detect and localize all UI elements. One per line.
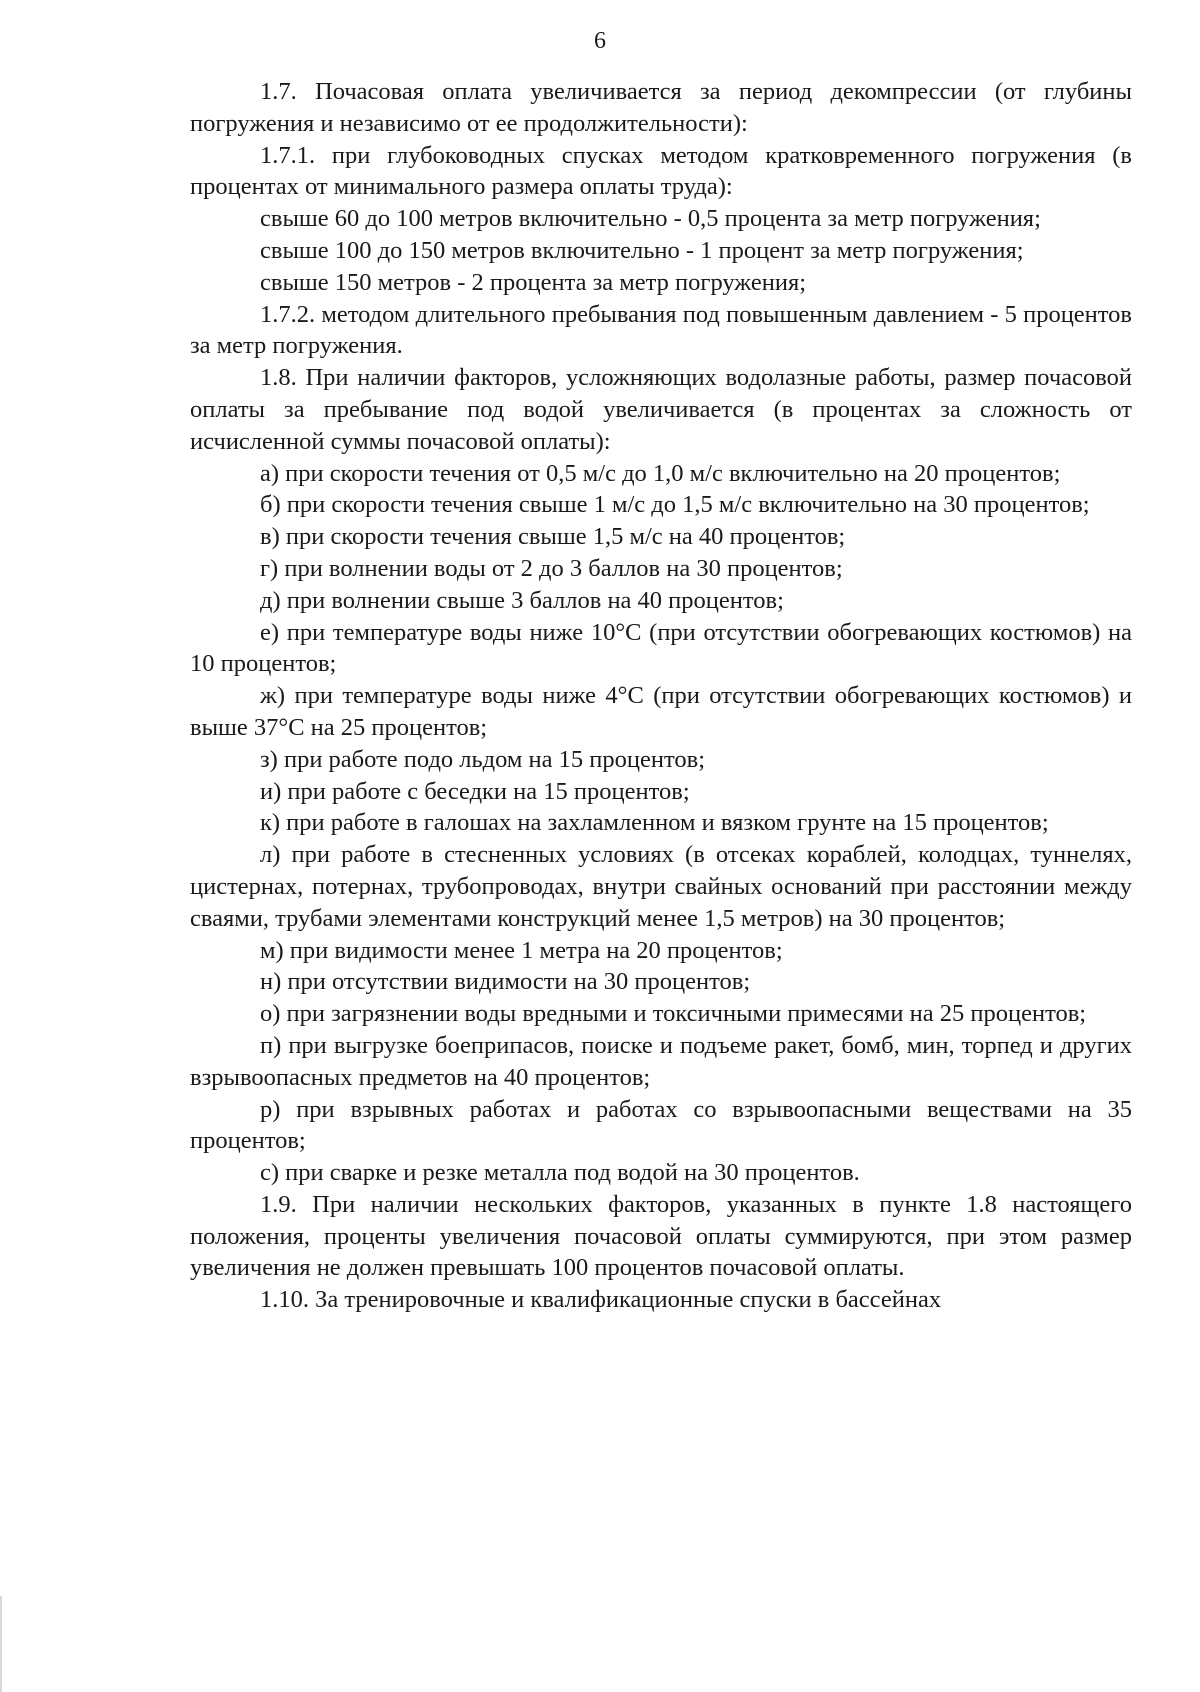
list-item-n: н) при отсутствии видимости на 30 процентов; — [260, 968, 751, 996]
paragraph-1-10: 1.10. За тренировочные и квалификационные спуски в бассейнах — [260, 1286, 942, 1314]
list-item-p: п) при выгрузке боеприпасов, поиске и подъеме ракет, бомб, мин, торпед и других взрывоопасных предметов на 40 процентов; — [190, 1031, 1132, 1091]
page-number: 6 — [594, 28, 606, 54]
document-body — [190, 76, 1132, 1316]
paragraph-depth-150: свыше 150 метров - 2 процента за метр погружения; — [260, 268, 807, 296]
list-item-a: а) при скорости течения от 0,5 м/с до 1,0 м/с включительно на 20 процентов; — [260, 459, 1061, 487]
list-item-i: и) при работе с беседки на 15 процентов; — [260, 777, 690, 805]
paragraph-depth-100-150: свыше 100 до 150 метров включительно - 1 процент за метр погружения; — [260, 236, 1024, 264]
list-item-s: с) при сварке и резке металла под водой на 30 процентов. — [260, 1159, 860, 1187]
paragraph-1-7-1: 1.7.1. при глубоководных спусках методом кратковременного погружения (в процентах от минимального размера оплаты труда): — [190, 141, 1132, 201]
scan-edge-mark — [0, 1596, 2, 1692]
paragraph-1-9: 1.9. При наличии нескольких факторов, указанных в пункте 1.8 настоящего положения, проценты увеличения почасовой оплаты суммируются, при этом размер увеличения не должен превышать 100 процентов почасовой оплаты. — [190, 1190, 1132, 1282]
list-item-e: е) при температуре воды ниже 10°С (при отсутствии обогревающих костюмов) на 10 процентов; — [190, 618, 1132, 678]
list-item-o: о) при загрязнении воды вредными и токсичными примесями на 25 процентов; — [260, 1000, 1087, 1028]
list-item-m: м) при видимости менее 1 метра на 20 процентов; — [260, 936, 783, 964]
paragraph-1-7-2: 1.7.2. методом длительного пребывания под повышенным давлением - 5 процентов за метр погружения. — [190, 300, 1132, 360]
list-item-l: л) при работе в стесненных условиях (в отсеках кораблей, колодцах, туннелях, цистернах, потернах, трубопроводах, внутри свайных оснований при расстоянии между сваями, трубами элементами конструкций менее 1,5 метров) на 30 процентов; — [190, 841, 1132, 932]
list-item-b: б) при скорости течения свыше 1 м/с до 1,5 м/с включительно на 30 процентов; — [260, 491, 1090, 519]
paragraph-depth-60-100: свыше 60 до 100 метров включительно - 0,5 процента за метр погружения; — [260, 205, 1041, 233]
list-item-z: з) при работе подо льдом на 15 процентов; — [260, 745, 706, 773]
list-item-r: р) при взрывных работах и работах со взрывоопасными веществами на 35 процентов; — [190, 1095, 1132, 1155]
list-item-v: в) при скорости течения свыше 1,5 м/с на 40 процентов; — [260, 523, 846, 551]
list-item-g: г) при волнении воды от 2 до 3 баллов на 30 процентов; — [260, 554, 843, 582]
list-item-k: к) при работе в галошах на захламленном и вязком грунте на 15 процентов; — [260, 809, 1049, 837]
list-item-zh: ж) при температуре воды ниже 4°С (при отсутствии обогревающих костюмов) и выше 37°С на 25 процентов; — [190, 682, 1132, 741]
paragraph-1-7: 1.7. Почасовая оплата увеличивается за период декомпрессии (от глубины погружения и независимо от ее продолжительности): — [190, 78, 1132, 137]
paragraph-1-8: 1.8. При наличии факторов, усложняющих водолазные работы, размер почасовой оплаты за пребывание под водой увеличивается (в процентах за сложность от исчисленной суммы почасовой оплаты): — [190, 364, 1132, 455]
list-item-d: д) при волнении свыше 3 баллов на 40 процентов; — [260, 586, 784, 614]
